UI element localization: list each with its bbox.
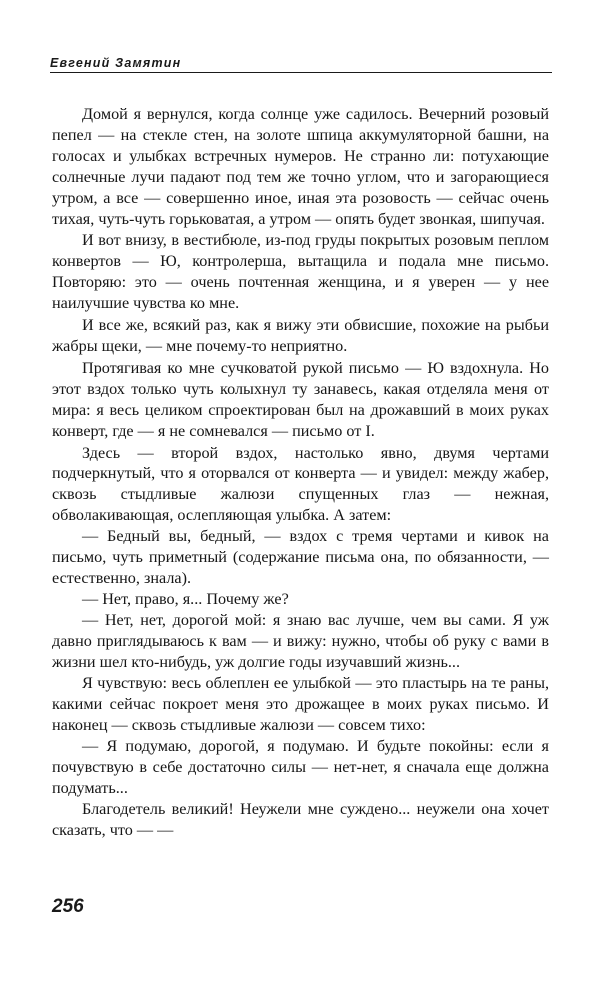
paragraph-5: Здесь — второй вздох, настолько явно, двумя чертами подчеркнутый, что я оторвался от конверта — и увидел: между жабер, сквозь стыдливые жалюзи спущенных глаз — нежная, обволакивающая, ослепляющая улыбка. А затем: bbox=[52, 443, 549, 525]
paragraph-8: — Нет, нет, дорогой мой: я знаю вас лучше, чем вы сами. Я уж давно приглядываюсь к вам — и вижу: нужно, чтобы об руку с вами в жизни шел кто-нибудь, уж долгие годы изучавший жизнь... bbox=[52, 610, 549, 671]
paragraph-6: — Бедный вы, бедный, — вздох с тремя чертами и кивок на письмо, чуть приметный (содержание письма она, по обязанности, — естественно, знала). bbox=[52, 527, 549, 587]
paragraph-9: Я чувствую: весь облеплен ее улыбкой — это пластырь на те раны, какими сейчас покроет меня это дрожащее в моих руках письмо. И наконец — сквозь стыдливые жалюзи — совсем тихо: bbox=[52, 674, 549, 735]
paragraph-3: И все же, всякий раз, как я вижу эти обвисшие, похожие на рыбьи жабры щеки, — мне почему-то неприятно. bbox=[52, 316, 549, 355]
page-number: 256 bbox=[52, 896, 84, 917]
paragraph-1: Домой я вернулся, когда солнце уже садилось. Вечерний розовый пепел — на стекле стен, на золоте шпица аккумуляторной башни, на голосах и улыбках встречных нумеров. Не странно ли: потухающие солнечные лучи падают под тем же точно углом, что и загорающиеся утром, а все — совершенно иное, иная эта розовость — сейчас очень тихая, чуть-чуть горьковатая, а утром — опять будет звонкая, шипучая. bbox=[52, 105, 549, 228]
header-rule bbox=[50, 72, 552, 73]
paragraph-10: — Я подумаю, дорогой, я подумаю. И будьте покойны: если я почувствую в себе достаточно силы — нет-нет, я сначала еще должна подумать... bbox=[52, 737, 549, 797]
body-text bbox=[52, 104, 549, 841]
running-header-author: Евгений Замятин bbox=[50, 56, 182, 70]
paragraph-11: Благодетель великий! Неужели мне суждено... неужели она хочет сказать, что — — bbox=[52, 799, 549, 839]
paragraph-2: И вот внизу, в вестибюле, из-под груды покрытых розовым пеплом конвертов — Ю, контролерша, вытащила и подала мне письмо. Повторяю: это — очень почтенная женщина, и я уверен — у нее наилучшие чувства ко мне. bbox=[52, 231, 549, 313]
paragraph-7: — Нет, право, я... Почему же? bbox=[82, 589, 289, 608]
paragraph-4: Протягивая ко мне сучковатой рукой письмо — Ю вздохнула. Но этот вздох только чуть колыхнул ту занавесь, какая отделяла меня от мира: я весь целиком спроектирован был на дрожавший в моих руках конверт, где — я не сомневался — письмо от I. bbox=[52, 358, 549, 440]
